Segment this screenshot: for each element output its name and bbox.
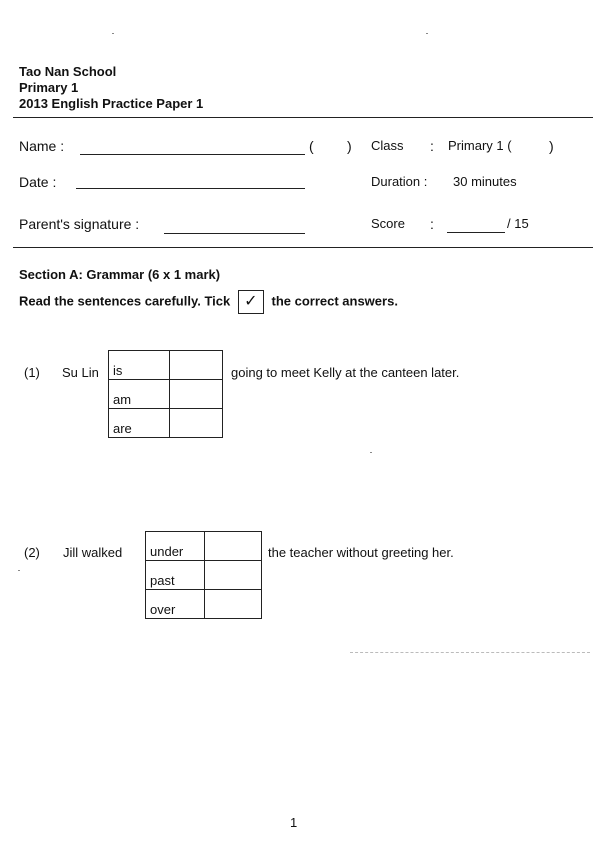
page-number: 1 [290,815,298,830]
option-tick-box[interactable] [170,380,223,409]
index-bracket-open: ( [309,138,314,154]
options-grid [145,531,262,619]
index-bracket-close: ) [347,138,352,154]
option-label: am [109,380,170,409]
option-tick-box[interactable] [170,409,223,438]
instruction-text-after: the correct answers. [271,293,398,309]
parent-signature-label: Parent's signature : [19,216,140,232]
score-colon: : [430,216,434,232]
score-blank[interactable] [447,232,505,233]
class-label: Class [371,138,404,153]
class-value: Primary 1 ( [448,138,512,153]
instruction [19,290,398,314]
paper-title: 2013 English Practice Paper 1 [19,96,204,111]
scan-smudge [350,652,590,653]
option-row [109,380,223,409]
question-rest: going to meet Kelly at the canteen later. [231,365,460,380]
option-label: under [146,532,205,561]
top-rule [13,117,593,118]
option-row [146,590,262,619]
option-row [146,532,262,561]
date-label: Date : [19,174,57,190]
tick-icon: ✓ [238,290,264,314]
option-tick-box[interactable] [170,351,223,380]
scan-speck [112,33,114,34]
question-rest: the teacher without greeting her. [268,545,454,560]
option-row [146,561,262,590]
option-label: over [146,590,205,619]
level: Primary 1 [19,80,79,95]
option-row [109,351,223,380]
question-subject: Su Lin [62,365,99,380]
date-blank[interactable] [76,188,305,189]
question-number: (1) [24,365,40,380]
option-tick-box[interactable] [205,532,262,561]
option-label: are [109,409,170,438]
form-bottom-rule [13,247,593,248]
section-title: Section A: Grammar (6 x 1 mark) [19,267,221,282]
name-label: Name : [19,138,65,154]
score-total: / 15 [507,216,529,231]
score-label: Score [371,216,405,231]
duration-label: Duration : [371,174,428,189]
option-label: past [146,561,205,590]
instruction-text-before: Read the sentences carefully. Tick [19,293,231,309]
option-label: is [109,351,170,380]
duration-value: 30 minutes [453,174,517,189]
name-blank[interactable] [80,154,305,155]
school-name: Tao Nan School [19,64,117,79]
scan-speck [370,452,372,453]
options-grid [108,350,223,438]
class-bracket-close: ) [549,138,554,154]
class-colon: : [430,138,434,154]
scan-speck [18,570,20,571]
option-tick-box[interactable] [205,590,262,619]
option-tick-box[interactable] [205,561,262,590]
question-subject: Jill walked [63,545,123,560]
scan-speck [426,33,428,34]
parent-signature-blank[interactable] [164,233,305,234]
option-row [109,409,223,438]
question-number: (2) [24,545,40,560]
